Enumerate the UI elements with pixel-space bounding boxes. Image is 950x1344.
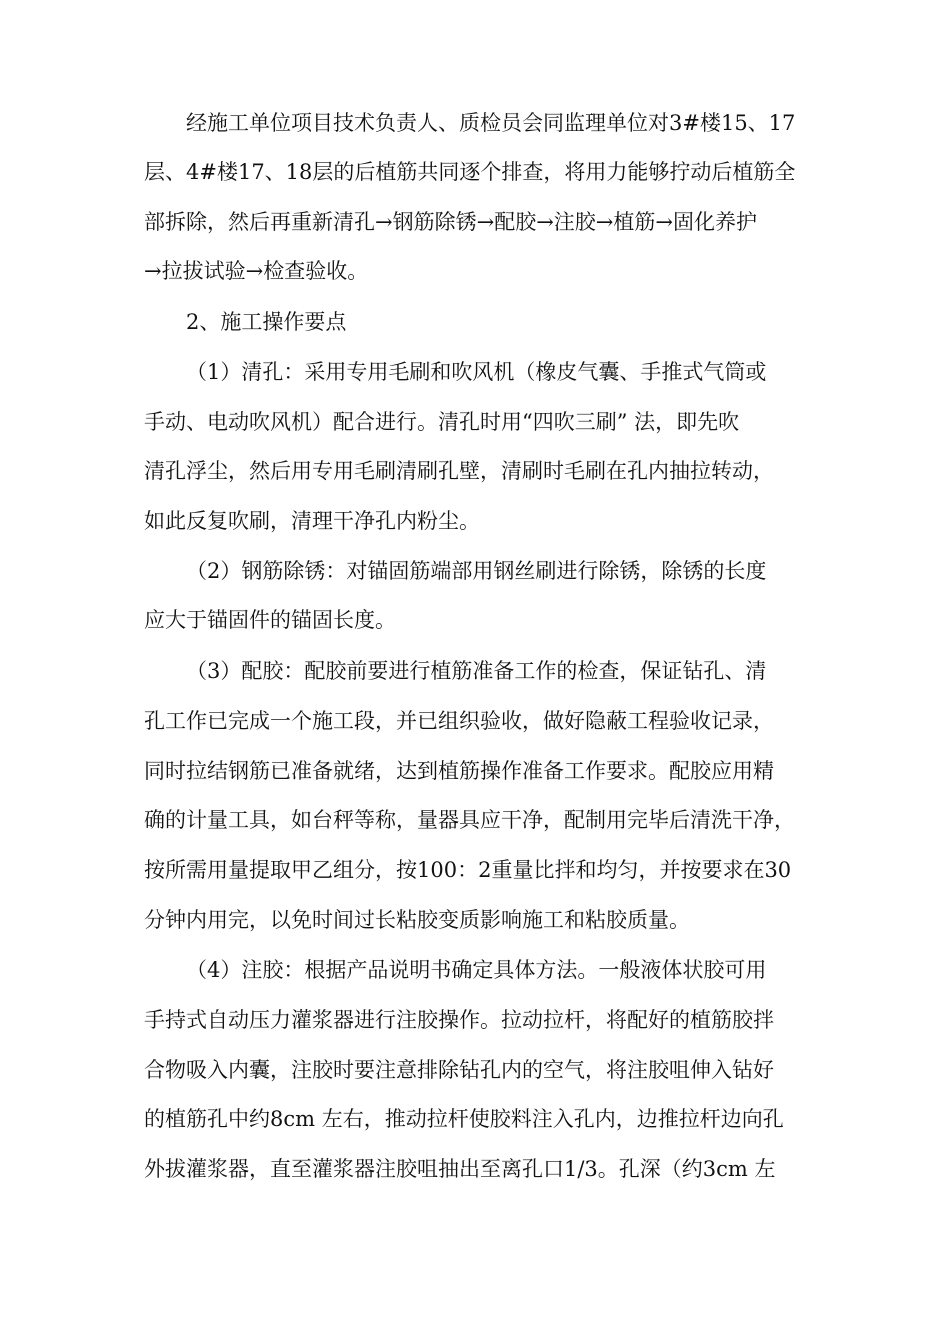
paragraph-line: 孔工作已完成一个施工段，并已组织验收，做好隐蔽工程验收记录， [144, 709, 774, 733]
paragraph-line: 手动、电动吹风机）配合进行。清孔时用“四吹三刷” 法，即先吹 [144, 410, 740, 434]
paragraph-line: 经施工单位项目技术负责人、质检员会同监理单位对3#楼15、17 [186, 111, 796, 135]
paragraph-line: （4）注胶：根据产品说明书确定具体方法。一般液体状胶可用 [186, 958, 767, 982]
paragraph-line: 部拆除，然后再重新清孔→钢筋除锈→配胶→注胶→植筋→固化养护 [144, 210, 757, 234]
paragraph-line: 外拔灌浆器，直至灌浆器注胶咀抽出至离孔口1/3。孔深（约3cm 左 [144, 1157, 776, 1181]
paragraph-line: 清孔浮尘，然后用专用毛刷清刷孔壁，清刷时毛刷在孔内抽拉转动， [144, 459, 774, 483]
paragraph-line: 合物吸入内囊，注胶时要注意排除钻孔内的空气，将注胶咀伸入钻好 [144, 1058, 774, 1082]
paragraph-line: 同时拉结钢筋已准备就绪，达到植筋操作准备工作要求。配胶应用精 [144, 759, 774, 783]
paragraph-line: （2）钢筋除锈：对锚固筋端部用钢丝刷进行除锈，除锈的长度 [186, 559, 767, 583]
paragraph-line: 分钟内用完，以免时间过长粘胶变质影响施工和粘胶质量。 [144, 908, 690, 932]
paragraph-line: 如此反复吹刷，清理干净孔内粉尘。 [144, 509, 480, 533]
paragraph-line: 层、4#楼17、18层的后植筋共同逐个排查，将用力能够拧动后植筋全 [144, 160, 796, 184]
paragraph-line: 应大于锚固件的锚固长度。 [144, 608, 396, 632]
section-heading: 2、施工操作要点 [186, 310, 347, 334]
paragraph-line: 按所需用量提取甲乙组分，按100：2重量比拌和均匀，并按要求在30 [144, 858, 792, 882]
paragraph-line: 手持式自动压力灌浆器进行注胶操作。拉动拉杆，将配好的植筋胶拌 [144, 1008, 774, 1032]
paragraph-line: （1）清孔：采用专用毛刷和吹风机（橡皮气囊、手推式气筒或 [186, 360, 767, 384]
paragraph-line: 确的计量工具，如台秤等称，量器具应干净，配制用完毕后清洗干净， [144, 808, 795, 832]
paragraph-line: →拉拔试验→检查验收。 [144, 259, 369, 283]
paragraph-line: 的植筋孔中约8cm 左右，推动拉杆使胶料注入孔内，边推拉杆边向孔 [144, 1107, 784, 1131]
paragraph-line: （3）配胶：配胶前要进行植筋准备工作的检查，保证钻孔、清 [186, 659, 767, 683]
